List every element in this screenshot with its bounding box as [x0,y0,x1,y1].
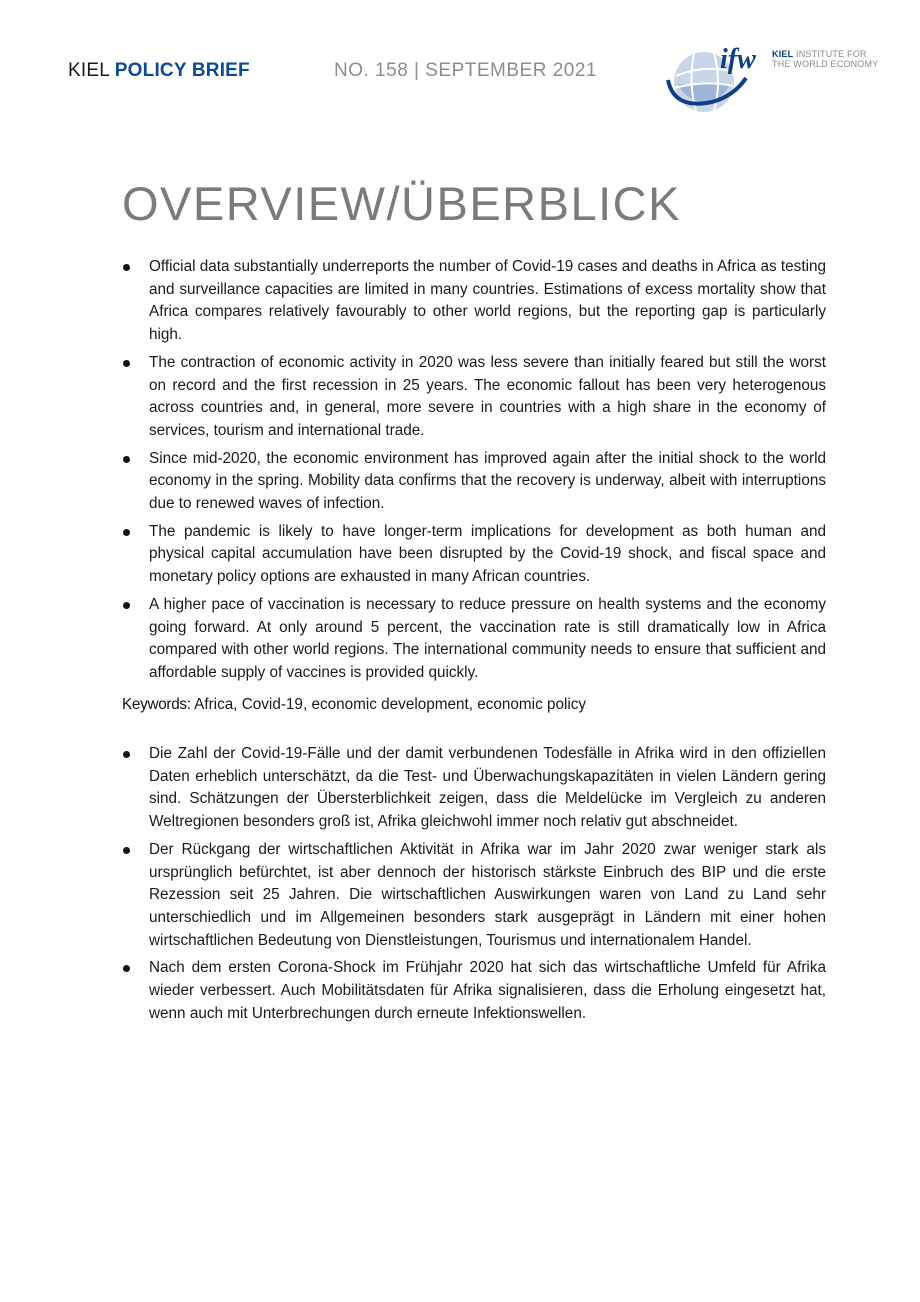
list-item [122,743,826,834]
german-summary-list [122,743,826,1030]
bullet-text: Since mid-2020, the economic environment has improved again after the initial shock to the world economy in the spring. Mobility data confirms that the recovery is underway, albeit with interruptions due to renewed waves of infection. [149,449,826,513]
bullet-icon [123,529,130,536]
list-item [122,957,826,1025]
svg-text:ifw: ifw [720,44,756,75]
publication-brand [68,60,250,82]
bullet-icon [123,602,130,609]
list-item [122,256,826,347]
bullet-text: The pandemic is likely to have longer-term implications for development as both human and physical capital accumulation have been disrupted by the Covid-19 shock, and fiscal space and monetary policy options are exhausted in many African countries. [149,522,826,586]
list-item [122,594,826,685]
keywords-value: Africa, Covid-19, economic development, economic policy [194,696,587,713]
keywords-label: Keywords: [122,696,191,713]
list-item [122,521,826,589]
keywords-line [122,694,586,716]
institute-name-bold: KIEL [772,49,794,59]
bullet-icon [123,456,130,463]
bullet-icon [123,965,130,972]
page-header [0,0,920,120]
english-summary-list [122,256,826,690]
institute-name-line1: INSTITUTE FOR [796,49,867,59]
bullet-text: The contraction of economic activity in 2020 was less severe than initially feared but still the worst on record and the first recession in 25 years. The economic fallout has been very heterogenous across countries and, in general, more severe in countries with a high share in the economy of services, tourism and international trade. [149,353,826,439]
brand-series-name: POLICY BRIEF [114,60,250,81]
list-item [122,352,826,443]
bullet-text: A higher pace of vaccination is necessary to reduce pressure on health systems and the economy going forward. At only around 5 percent, the vaccination rate is still dramatically low in Africa compared with other world regions. The international community needs to ensure that sufficient and affordable supply of vaccines is provided quickly. [149,595,826,681]
bullet-text: Die Zahl der Covid-19-Fälle und der damit verbundenen Todesfälle in Afrika wird in den offiziellen Daten erheblich unterschätzt, da die Test- und Überwachungskapazitäten in vielen Ländern gering sind. Schätzungen der Übersterblichkeit zeigen, dass die Meldelücke im Vergleich zu anderen Weltregionen besonders groß ist, Afrika gleichwohl immer noch relativ gut abschneidet. [149,745,826,831]
page-title: OVERVIEW/ÜBERBLICK [122,177,681,230]
institute-name [772,49,878,69]
bullet-icon [123,264,130,271]
brand-prefix: KIEL [68,60,110,81]
bullet-icon [123,360,130,367]
ifw-logo [664,40,884,114]
bullet-icon [123,847,130,854]
bullet-text: Nach dem ersten Corona-Shock im Frühjahr 2020 hat sich das wirtschaftliche Umfeld für Afrika wieder verbessert. Auch Mobilitätsdaten für Afrika signalisieren, dass die Erholung eingesetzt hat, wenn auch mit Unterbrechungen durch erneute Infektionswellen. [149,959,826,1022]
list-item [122,448,826,516]
issue-number-date: NO. 158 | SEPTEMBER 2021 [334,60,597,81]
bullet-icon [123,751,130,758]
bullet-text: Official data substantially underreports the number of Covid-19 cases and deaths in Africa as testing and surveillance capacities are limited in many countries. Estimations of excess mortality show that Africa compares relatively favourably to other world regions, but the reporting gap is particularly high. [149,258,826,344]
institute-name-line2: THE WORLD ECONOMY [772,59,879,69]
list-item [122,839,826,953]
bullet-text: Der Rückgang der wirtschaftlichen Aktivität in Afrika war im Jahr 2020 zwar weniger stark als ursprünglich befürchtet, ist aber dennoch der historisch stärkste Einbruch des BIP und die erste Rezession seit 25 Jahren. Die wirtschaftlichen Auswirkungen waren von Land zu Land sehr unterschiedlich und im Allgemeinen besonders stark ausgeprägt in Ländern mit einer hohen wirtschaftlichen Bedeutung von Dienstleistungen, Tourismus und internationalem Handel. [149,840,826,949]
globe-logo-icon [664,40,774,114]
